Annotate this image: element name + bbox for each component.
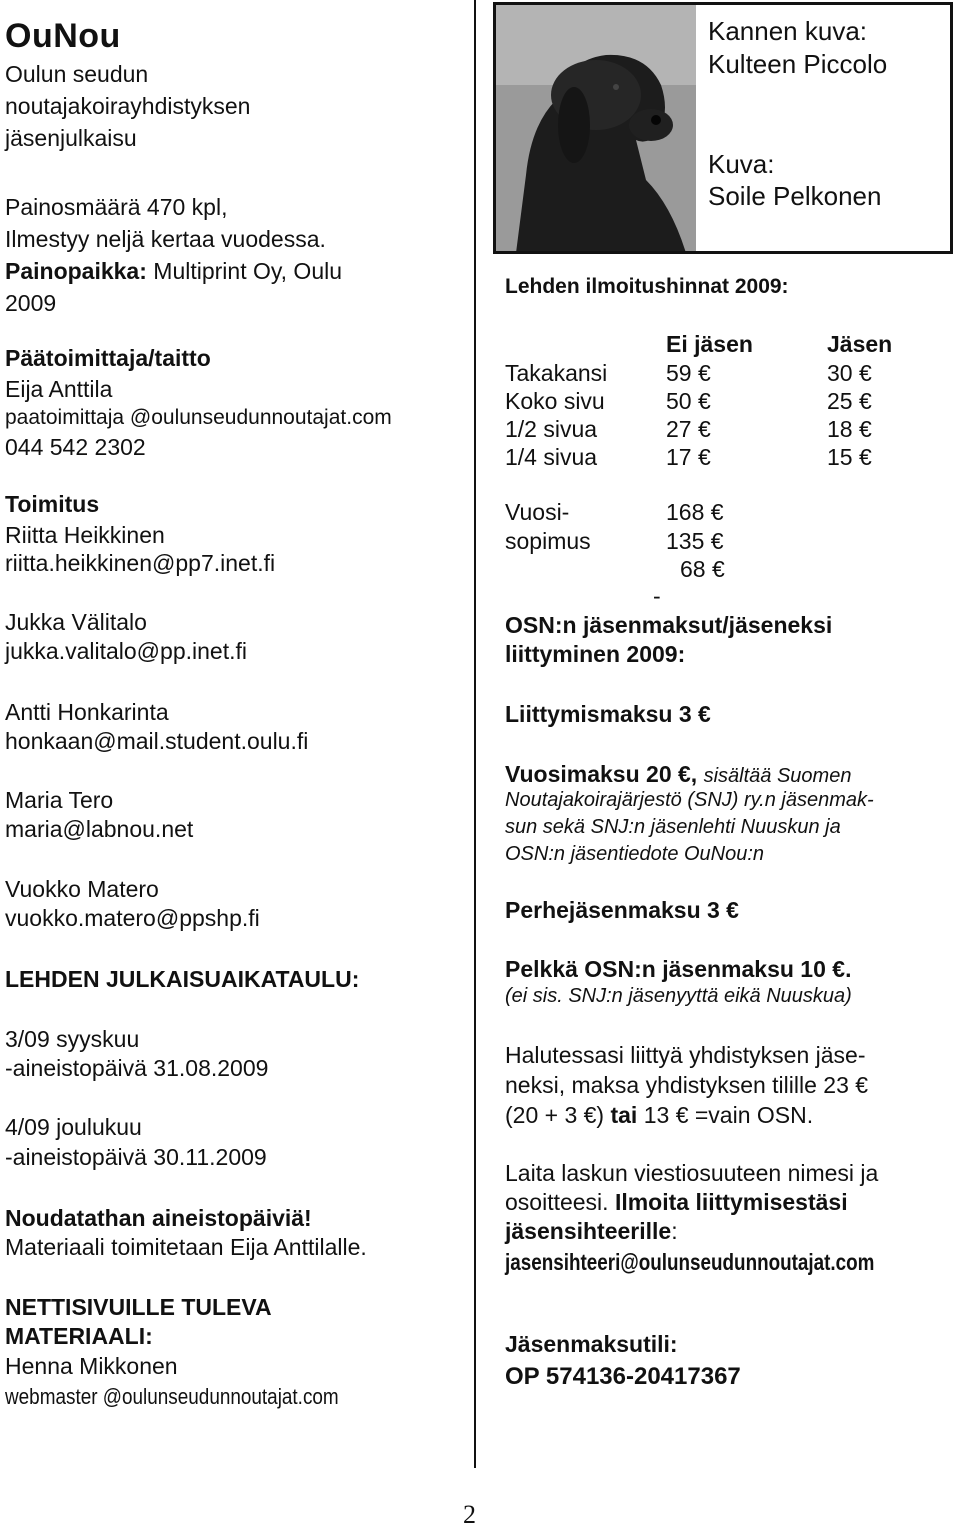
annual-desc: Noutajakoirajärjestö (SNJ) ry.n jäsenmak- (505, 789, 874, 811)
intro-line: noutajakoirayhdistyksen (5, 93, 251, 119)
cover-title: Kannen kuva: (708, 16, 868, 46)
join-instructions: neksi, maksa yhdistyksen tilille 23 € (505, 1072, 869, 1098)
frequency: Ilmestyy neljä kertaa vuodessa. (5, 226, 326, 252)
photo-credit-label: Kuva: (708, 149, 775, 179)
web-email[interactable]: webmaster @oulunseudunnoutajat.com (5, 1384, 339, 1409)
staff-email[interactable]: riitta.heikkinen@pp7.inet.fi (5, 550, 276, 576)
staff-name: Antti Honkarinta (5, 699, 169, 725)
annual-desc: sun sekä SNJ:n jäsenlehti Nuuskun ja (505, 816, 841, 838)
yearly-value: 68 € (680, 556, 725, 582)
schedule-issue: 4/09 joulukuu (5, 1114, 142, 1140)
web-heading: MATERIAALI: (5, 1323, 153, 1349)
account-number: OP 574136-20417367 (505, 1363, 741, 1390)
intro-line: Oulun seudun (5, 61, 149, 87)
payment-note-start: osoitteesi. (505, 1189, 615, 1215)
ad-row-nonmember: 59 € (666, 360, 711, 386)
ad-row-member: 15 € (827, 444, 872, 470)
ad-prices-heading: Lehden ilmoitushinnat 2009: (505, 275, 789, 298)
yearly-label: sopimus (505, 528, 591, 554)
annual-desc: OSN:n jäsentiedote OuNou:n (505, 843, 765, 865)
annual-fee: Vuosimaksu 20 €, (505, 761, 698, 787)
ad-row-member: 18 € (827, 416, 872, 442)
column-divider (474, 0, 476, 1468)
dog-photo (496, 5, 696, 253)
payment-note: Laita laskun viestiosuuteen nimesi ja (505, 1160, 879, 1186)
web-heading: NETTISIVUILLE TULEVA (5, 1294, 272, 1320)
schedule-deadline: -aineistopäivä 31.08.2009 (5, 1055, 269, 1081)
reminder: Noudatathan aineistopäiviä! (5, 1205, 312, 1231)
schedule-heading: LEHDEN JULKAISUAIKATAULU: (5, 966, 360, 992)
intro-line: jäsenjulkaisu (5, 125, 137, 151)
staff-name: Maria Tero (5, 787, 114, 813)
cover-photo-box (493, 2, 953, 254)
print-run: Painosmäärä 470 kpl, (5, 194, 228, 220)
annual-fee-line (505, 760, 851, 789)
ad-row-nonmember: 27 € (666, 416, 711, 442)
ad-row-nonmember: 17 € (666, 444, 711, 470)
join-instructions (505, 1101, 813, 1130)
join-osn-only: 13 € =vain OSN. (637, 1102, 814, 1128)
schedule-issue: 3/09 syyskuu (5, 1026, 140, 1052)
ad-row-label: 1/4 sivua (505, 444, 598, 470)
ad-row-label: 1/2 sivua (505, 416, 598, 442)
join-or: tai (610, 1102, 638, 1128)
page-number: 2 (463, 1500, 476, 1529)
payment-note (505, 1188, 848, 1217)
printer (5, 257, 342, 286)
ad-row-member: 30 € (827, 360, 872, 386)
secretary-label: jäsensihteerille (505, 1218, 672, 1244)
membership-heading: OSN:n jäsenmaksut/jäseneksi (505, 612, 833, 638)
staff-name: Vuokko Matero (5, 876, 159, 902)
yearly-value: 135 € (666, 528, 724, 554)
secretary-email[interactable]: jasensihteeri@oulunseudunnoutajat.com (505, 1249, 875, 1275)
ad-row-nonmember: 50 € (666, 388, 711, 414)
membership-heading: liittyminen 2009: (505, 641, 686, 667)
logo-title: OuNou (5, 17, 121, 55)
colon: : (671, 1218, 678, 1244)
staff-email[interactable]: jukka.valitalo@pp.inet.fi (5, 638, 247, 664)
editor-phone: 044 542 2302 (5, 434, 146, 460)
dash: - (653, 583, 661, 609)
editor-name: Eija Anttila (5, 376, 113, 402)
editor-email[interactable]: paatoimittaja @oulunseudunnoutajat.com (5, 406, 392, 429)
printer-label: Painopaikka: (5, 258, 147, 284)
family-fee: Perhejäsenmaksu 3 € (505, 897, 739, 923)
account-label: Jäsenmaksutili: (505, 1331, 678, 1357)
cover-dog-name: Kulteen Piccolo (708, 49, 888, 79)
payment-note (505, 1217, 678, 1246)
ad-row-member: 25 € (827, 388, 872, 414)
col-header-member: Jäsen (827, 331, 893, 357)
year: 2009 (5, 290, 57, 316)
schedule-deadline: -aineistopäivä 30.11.2009 (5, 1144, 267, 1170)
ad-row-label: Koko sivu (505, 388, 605, 414)
printer-value: Multiprint Oy, Oulu (146, 258, 343, 284)
annual-desc: sisältää Suomen (703, 765, 852, 787)
notify-text: Ilmoita liittymisestäsi (614, 1189, 848, 1215)
osn-only-note: (ei sis. SNJ:n jäsenyyttä eikä Nuuskua) (505, 985, 852, 1007)
osn-only-fee: Pelkkä OSN:n jäsenmaksu 10 €. (505, 956, 852, 982)
staff-email[interactable]: maria@labnou.net (5, 816, 194, 842)
join-amount: (20 + 3 €) (505, 1102, 611, 1128)
joining-fee: Liittymismaksu 3 € (505, 701, 711, 727)
web-name: Henna Mikkonen (5, 1353, 178, 1379)
join-instructions: Halutessasi liittyä yhdistyksen jäse- (505, 1042, 866, 1068)
editor-heading: Päätoimittaja/taitto (5, 345, 211, 371)
yearly-value: 168 € (666, 499, 724, 525)
staff-heading: Toimitus (5, 491, 100, 517)
staff-name: Riitta Heikkinen (5, 522, 165, 548)
staff-name: Jukka Välitalo (5, 609, 147, 635)
yearly-label: Vuosi- (505, 499, 570, 525)
col-header-nonmember: Ei jäsen (666, 331, 753, 357)
photographer: Soile Pelkonen (708, 181, 882, 211)
ad-row-label: Takakansi (505, 360, 608, 386)
staff-email[interactable]: vuokko.matero@ppshp.fi (5, 905, 260, 931)
material-note: Materiaali toimitetaan Eija Anttilalle. (5, 1234, 367, 1260)
staff-email[interactable]: honkaan@mail.student.oulu.fi (5, 728, 309, 754)
